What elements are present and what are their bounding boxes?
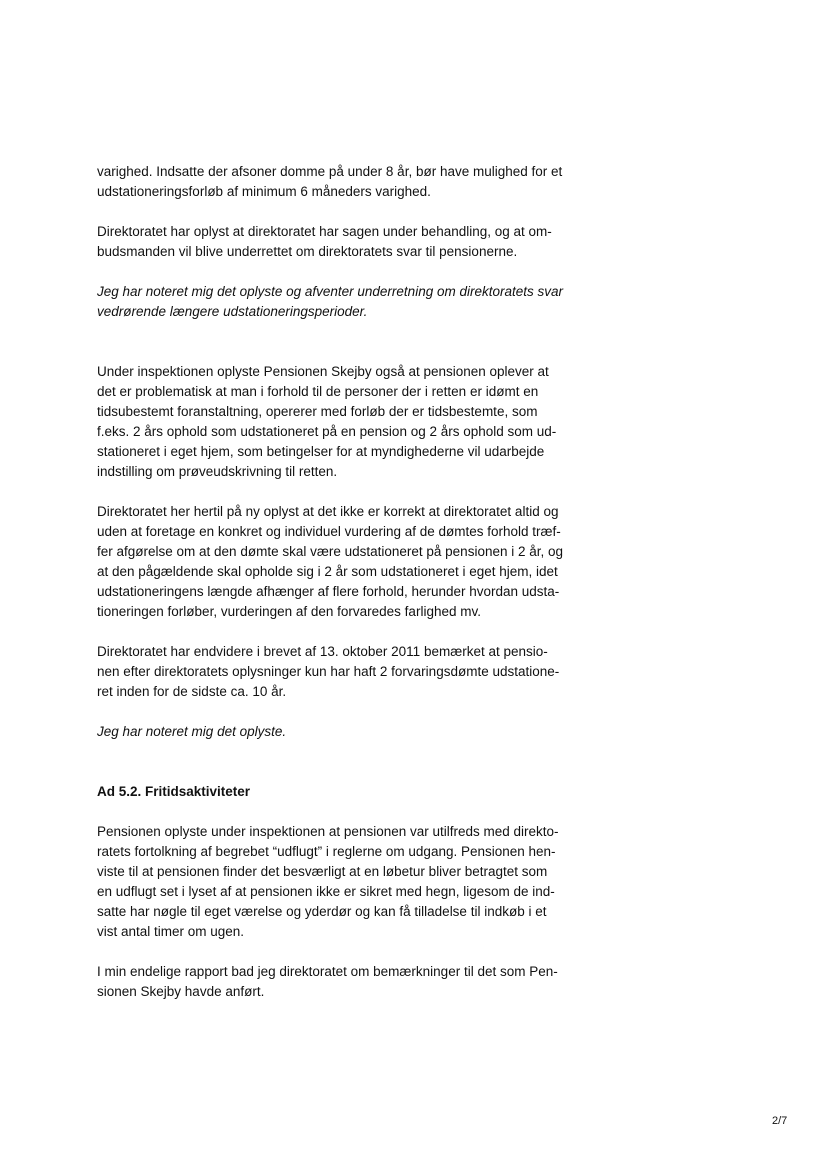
ombudsman-remark bbox=[97, 282, 597, 322]
text-line: at den pågældende skal opholde sig i 2 år som udstationeret i eget hjem, idet bbox=[97, 564, 558, 579]
paragraph bbox=[97, 362, 597, 482]
paragraph bbox=[97, 962, 597, 1002]
paragraph bbox=[97, 822, 597, 942]
text-line: tidsubestemt foranstaltning, opererer med forløb der er tidsbestemte, som bbox=[97, 404, 538, 419]
text-line: Under inspektionen oplyste Pensionen Skejby også at pensionen oplever at bbox=[97, 364, 549, 379]
text-line: indstilling om prøveudskrivning til retten. bbox=[97, 464, 338, 479]
text-line: fer afgørelse om at den dømte skal være udstationeret på pensionen i 2 år, og bbox=[97, 544, 564, 559]
text-line: Pensionen oplyste under inspektionen at pensionen var utilfreds med direkto- bbox=[97, 824, 559, 839]
text-line: satte har nøgle til eget værelse og yderdør og kan få tilladelse til indkøb i et bbox=[97, 904, 547, 919]
text-line: ratets fortolkning af begrebet “udflugt” i reglerne om udgang. Pensionen hen- bbox=[97, 844, 556, 859]
spacer bbox=[97, 342, 597, 362]
text-line: budsmanden vil blive underrettet om direktoratets svar til pensionerne. bbox=[97, 244, 518, 259]
paragraph bbox=[97, 222, 597, 262]
text-line: Direktoratet har oplyst at direktoratet har sagen under behandling, og at om- bbox=[97, 224, 552, 239]
text-line: tioneringen forløber, vurderingen af den forvaredes farlighed mv. bbox=[97, 604, 481, 619]
page-number: 2/7 bbox=[772, 1115, 788, 1127]
text-line: Jeg har noteret mig det oplyste og afventer underretning om direktoratets svar bbox=[97, 284, 564, 299]
text-line: det er problematisk at man i forhold til de personer der i retten er idømt en bbox=[97, 384, 539, 399]
text-line: en udflugt set i lyset af at pensionen ikke er sikret med hegn, ligesom de ind- bbox=[97, 884, 555, 899]
ombudsman-remark bbox=[97, 722, 597, 742]
text-line: Direktoratet her hertil på ny oplyst at det ikke er korrekt at direktoratet altid og bbox=[97, 504, 559, 519]
text-line: nen efter direktoratets oplysninger kun har haft 2 forvaringsdømte udstatione- bbox=[97, 664, 560, 679]
text-line: ret inden for de sidste ca. 10 år. bbox=[97, 684, 287, 699]
text-line: stationeret i eget hjem, som betingelser for at myndighederne vil udarbejde bbox=[97, 444, 545, 459]
text-line: Jeg har noteret mig det oplyste. bbox=[97, 724, 287, 739]
text-line: uden at foretage en konkret og individuel vurdering af de dømtes forhold træf- bbox=[97, 524, 561, 539]
text-line: viste til at pensionen finder det besværligt at en løbetur bliver betragtet som bbox=[97, 864, 548, 879]
paragraph bbox=[97, 642, 597, 702]
text-line: vist antal timer om ugen. bbox=[97, 924, 245, 939]
spacer bbox=[97, 762, 597, 782]
text-line: f.eks. 2 års ophold som udstationeret på en pension og 2 års ophold som ud- bbox=[97, 424, 557, 439]
text-line: vedrørende længere udstationeringsperioder. bbox=[97, 304, 368, 319]
text-line: Direktoratet har endvidere i brevet af 13. oktober 2011 bemærket at pensio- bbox=[97, 644, 548, 659]
text-line: I min endelige rapport bad jeg direktoratet om bemærkninger til det som Pen- bbox=[97, 964, 558, 979]
section-heading: Ad 5.2. Fritidsaktiviteter bbox=[97, 784, 251, 799]
text-line: varighed. Indsatte der afsoner domme på under 8 år, bør have mulighed for et bbox=[97, 164, 563, 179]
paragraph bbox=[97, 162, 597, 202]
document-body bbox=[97, 162, 597, 1022]
text-line: sionen Skejby havde anført. bbox=[97, 984, 265, 999]
paragraph bbox=[97, 502, 597, 622]
text-line: udstationeringens længde afhænger af flere forhold, herunder hvordan udsta- bbox=[97, 584, 560, 599]
text-line: udstationeringsforløb af minimum 6 måneders varighed. bbox=[97, 184, 431, 199]
